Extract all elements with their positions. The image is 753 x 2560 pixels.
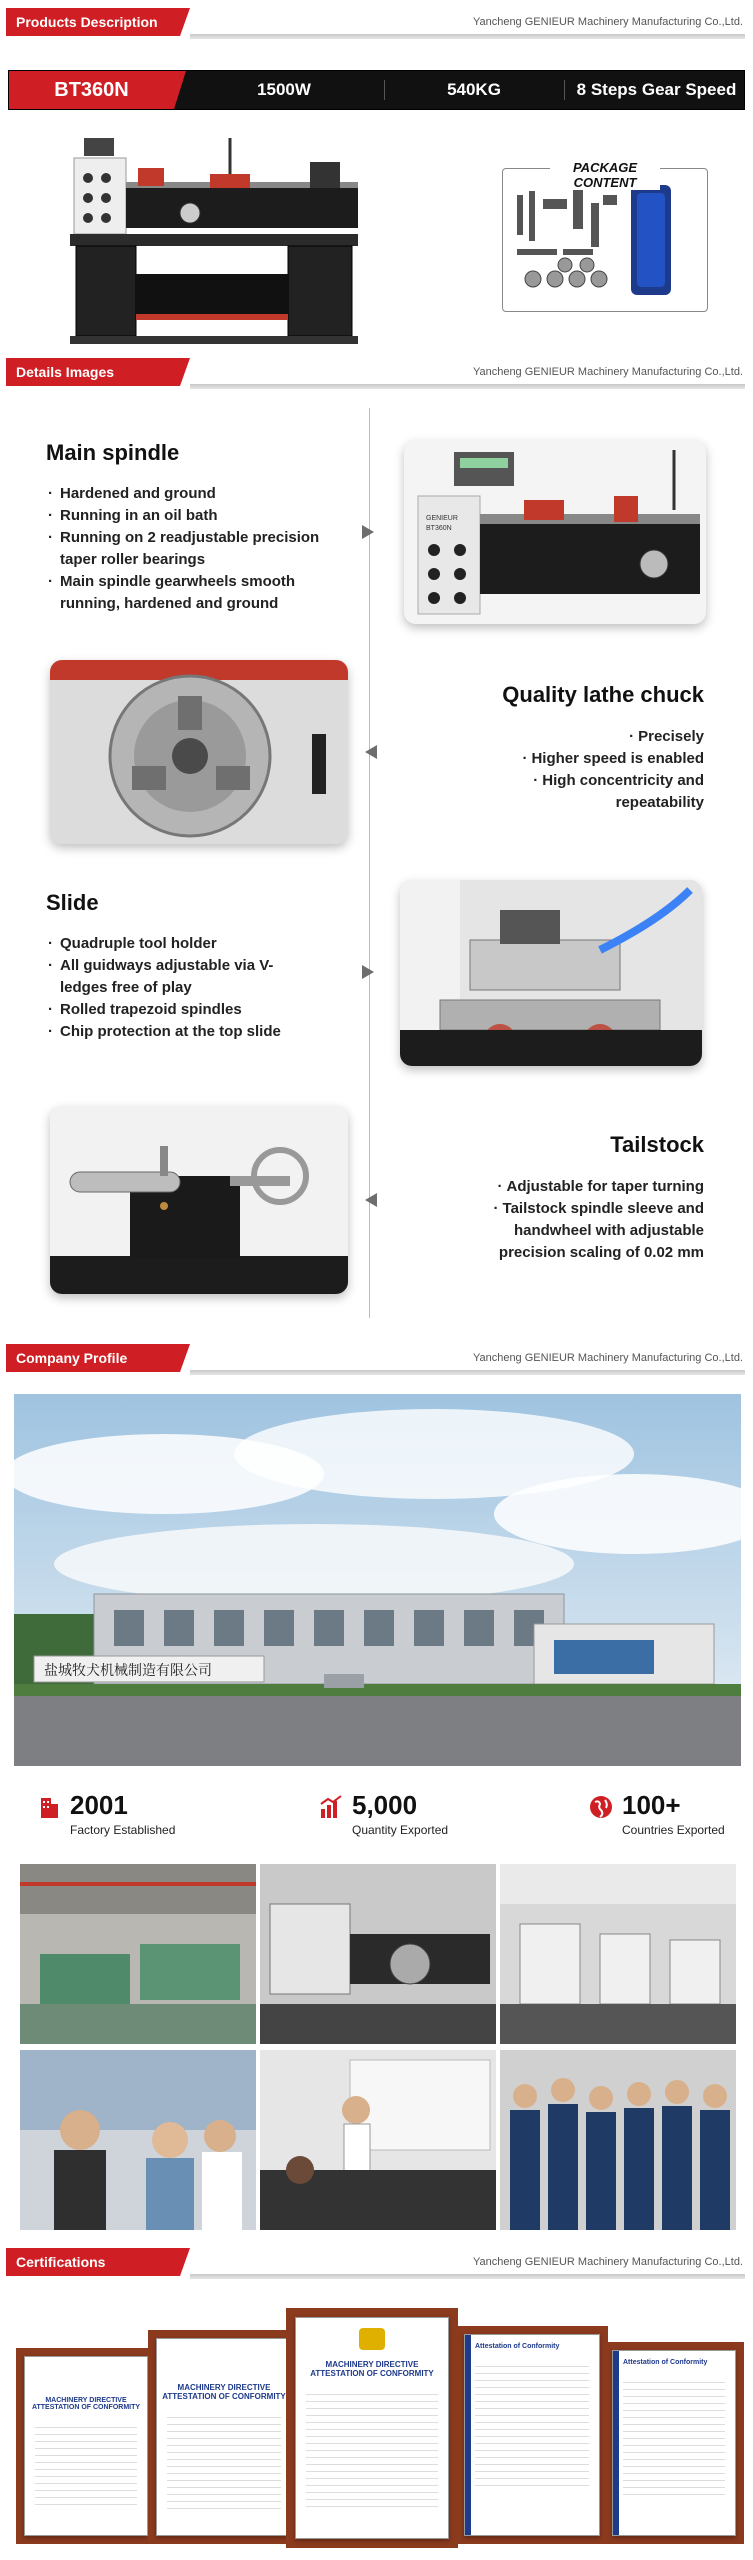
- certificate-aoc-2: [612, 2350, 736, 2536]
- slide-photo: [400, 880, 702, 1066]
- cert-logo-icon: [359, 2328, 385, 2350]
- cert-title: MACHINERY DIRECTIVE: [45, 2397, 127, 2404]
- stat-label: Countries Exported: [622, 1823, 725, 1837]
- section-header-certs: [0, 2240, 753, 2286]
- cert-title: Attestation of Conformity: [475, 2343, 560, 2350]
- list-item: · Chip protection at the top slide: [48, 1021, 348, 1043]
- arrow-right-icon: [362, 525, 374, 539]
- certificate-md-3: [295, 2317, 449, 2539]
- cert-stripe: [613, 2351, 619, 2536]
- certificate-md-2: [156, 2338, 292, 2536]
- main-spindle-photo: [404, 440, 706, 624]
- cert-title: MACHINERY DIRECTIVE: [177, 2383, 271, 2392]
- list-item: · Adjustable for taper turning: [420, 1176, 704, 1198]
- tailstock-photo: [50, 1106, 348, 1294]
- divider: [384, 80, 385, 100]
- stat-countries: [588, 1790, 748, 1840]
- cert-text-block: [167, 2411, 281, 2511]
- cert-text-block: [35, 2421, 137, 2511]
- cert-subtitle: ATTESTATION OF CONFORMITY: [310, 2369, 434, 2378]
- stat-exported: [318, 1790, 518, 1840]
- lathe-chuck-photo: [50, 660, 348, 844]
- package-tools-image: [503, 169, 707, 311]
- detail-list-main-spindle: [48, 483, 348, 615]
- stat-value: 100+: [622, 1790, 681, 1820]
- detail-title-main-spindle: Main spindle: [46, 440, 180, 465]
- list-item: · Running on 2 readjustable precision taper roller bearings: [48, 527, 348, 571]
- detail-title-lathe-chuck: Quality lathe chuck: [502, 682, 704, 707]
- stat-label: Quantity Exported: [352, 1823, 449, 1837]
- workshop-photo: [260, 1864, 496, 2044]
- list-item: · Higher speed is enabled: [420, 748, 704, 770]
- stat-value: 2001: [70, 1790, 128, 1820]
- chart-icon: [318, 1794, 344, 1820]
- list-item: · Running in an oil bath: [48, 505, 348, 527]
- stat-established: [36, 1790, 236, 1840]
- panel-brand: GENIEUR: [426, 515, 458, 522]
- workshop-photo: [500, 1864, 736, 2044]
- cert-subtitle: ATTESTATION OF CONFORMITY: [162, 2392, 286, 2401]
- model-label: BT360N: [9, 71, 174, 109]
- divider: [190, 2274, 745, 2279]
- section-tag: Products Description: [6, 8, 180, 36]
- list-item: · Tailstock spindle sleeve and handwheel with adjustable precision scaling of 0.02 mm: [474, 1198, 704, 1264]
- list-item: · Rolled trapezoid spindles: [48, 999, 348, 1021]
- meeting-photo: [260, 2050, 496, 2230]
- arrow-left-icon: [365, 1193, 377, 1207]
- workshop-photo: [20, 1864, 256, 2044]
- building-icon: [36, 1794, 62, 1820]
- factory-photo: [14, 1394, 741, 1766]
- divider: [564, 80, 565, 100]
- cert-text-block: [475, 2360, 589, 2490]
- cert-subtitle: ATTESTATION OF CONFORMITY: [31, 2404, 141, 2411]
- cert-stripe: [465, 2335, 471, 2536]
- list-item: · Quadruple tool holder: [48, 933, 348, 955]
- divider: [190, 384, 745, 389]
- certificate-aoc-1: [464, 2334, 600, 2536]
- list-item: · High concentricity and repeatability: [514, 770, 704, 814]
- list-item: · Hardened and ground: [48, 483, 348, 505]
- company-name: Yancheng GENIEUR Machinery Manufacturing Co.,Ltd.: [472, 1352, 743, 1364]
- lathe-machine-image: [70, 118, 360, 346]
- divider: [190, 34, 745, 39]
- stat-value: 5,000: [352, 1790, 418, 1820]
- timeline-line: [369, 408, 370, 1318]
- section-tag: Details Images: [6, 358, 180, 386]
- section-tag: Company Profile: [6, 1344, 180, 1372]
- weight-spec: 540KG: [447, 80, 501, 99]
- detail-list-lathe-chuck: [420, 726, 704, 814]
- detail-list-tailstock: [420, 1176, 704, 1264]
- company-name: Yancheng GENIEUR Machinery Manufacturing Co.,Ltd.: [472, 366, 743, 378]
- arrow-right-icon: [362, 965, 374, 979]
- staff-group-photo: [500, 2050, 736, 2230]
- cert-title: Attestation of Conformity: [623, 2359, 708, 2366]
- company-name: Yancheng GENIEUR Machinery Manufacturing Co.,Ltd.: [472, 2256, 743, 2268]
- stat-label: Factory Established: [70, 1823, 176, 1837]
- cert-title: MACHINERY DIRECTIVE: [325, 2360, 419, 2369]
- company-name: Yancheng GENIEUR Machinery Manufacturing Co.,Ltd.: [472, 16, 743, 28]
- divider: [190, 1370, 745, 1375]
- factory-sign-text: 盐城牧犬机械制造有限公司: [44, 1663, 212, 1679]
- list-item: · All guidways adjustable via V-ledges free of play: [48, 955, 288, 999]
- detail-title-tailstock: Tailstock: [610, 1132, 704, 1157]
- arrow-left-icon: [365, 745, 377, 759]
- panel-model: BT360N: [426, 525, 452, 532]
- gear-spec: 8 Steps Gear Speed: [576, 80, 737, 99]
- cert-text-block: [306, 2388, 438, 2508]
- list-item: · Precisely: [420, 726, 704, 748]
- cert-text-block: [623, 2376, 725, 2496]
- package-title: PACKAGE CONTENT: [550, 160, 660, 190]
- package-content-box: [502, 160, 708, 312]
- globe-icon: [588, 1794, 614, 1820]
- detail-list-slide: [48, 933, 348, 1043]
- list-item: · Main spindle gearwheels smooth running, hardened and ground: [48, 571, 348, 615]
- section-header-profile: [0, 1336, 753, 1382]
- section-header-products: [0, 0, 753, 46]
- certificate-md-1: [24, 2356, 148, 2536]
- section-header-details: [0, 350, 753, 396]
- detail-title-slide: Slide: [46, 890, 99, 915]
- spec-bar: [8, 70, 745, 110]
- section-tag: Certifications: [6, 2248, 180, 2276]
- team-photo: [20, 2050, 256, 2230]
- power-spec: 1500W: [257, 80, 311, 99]
